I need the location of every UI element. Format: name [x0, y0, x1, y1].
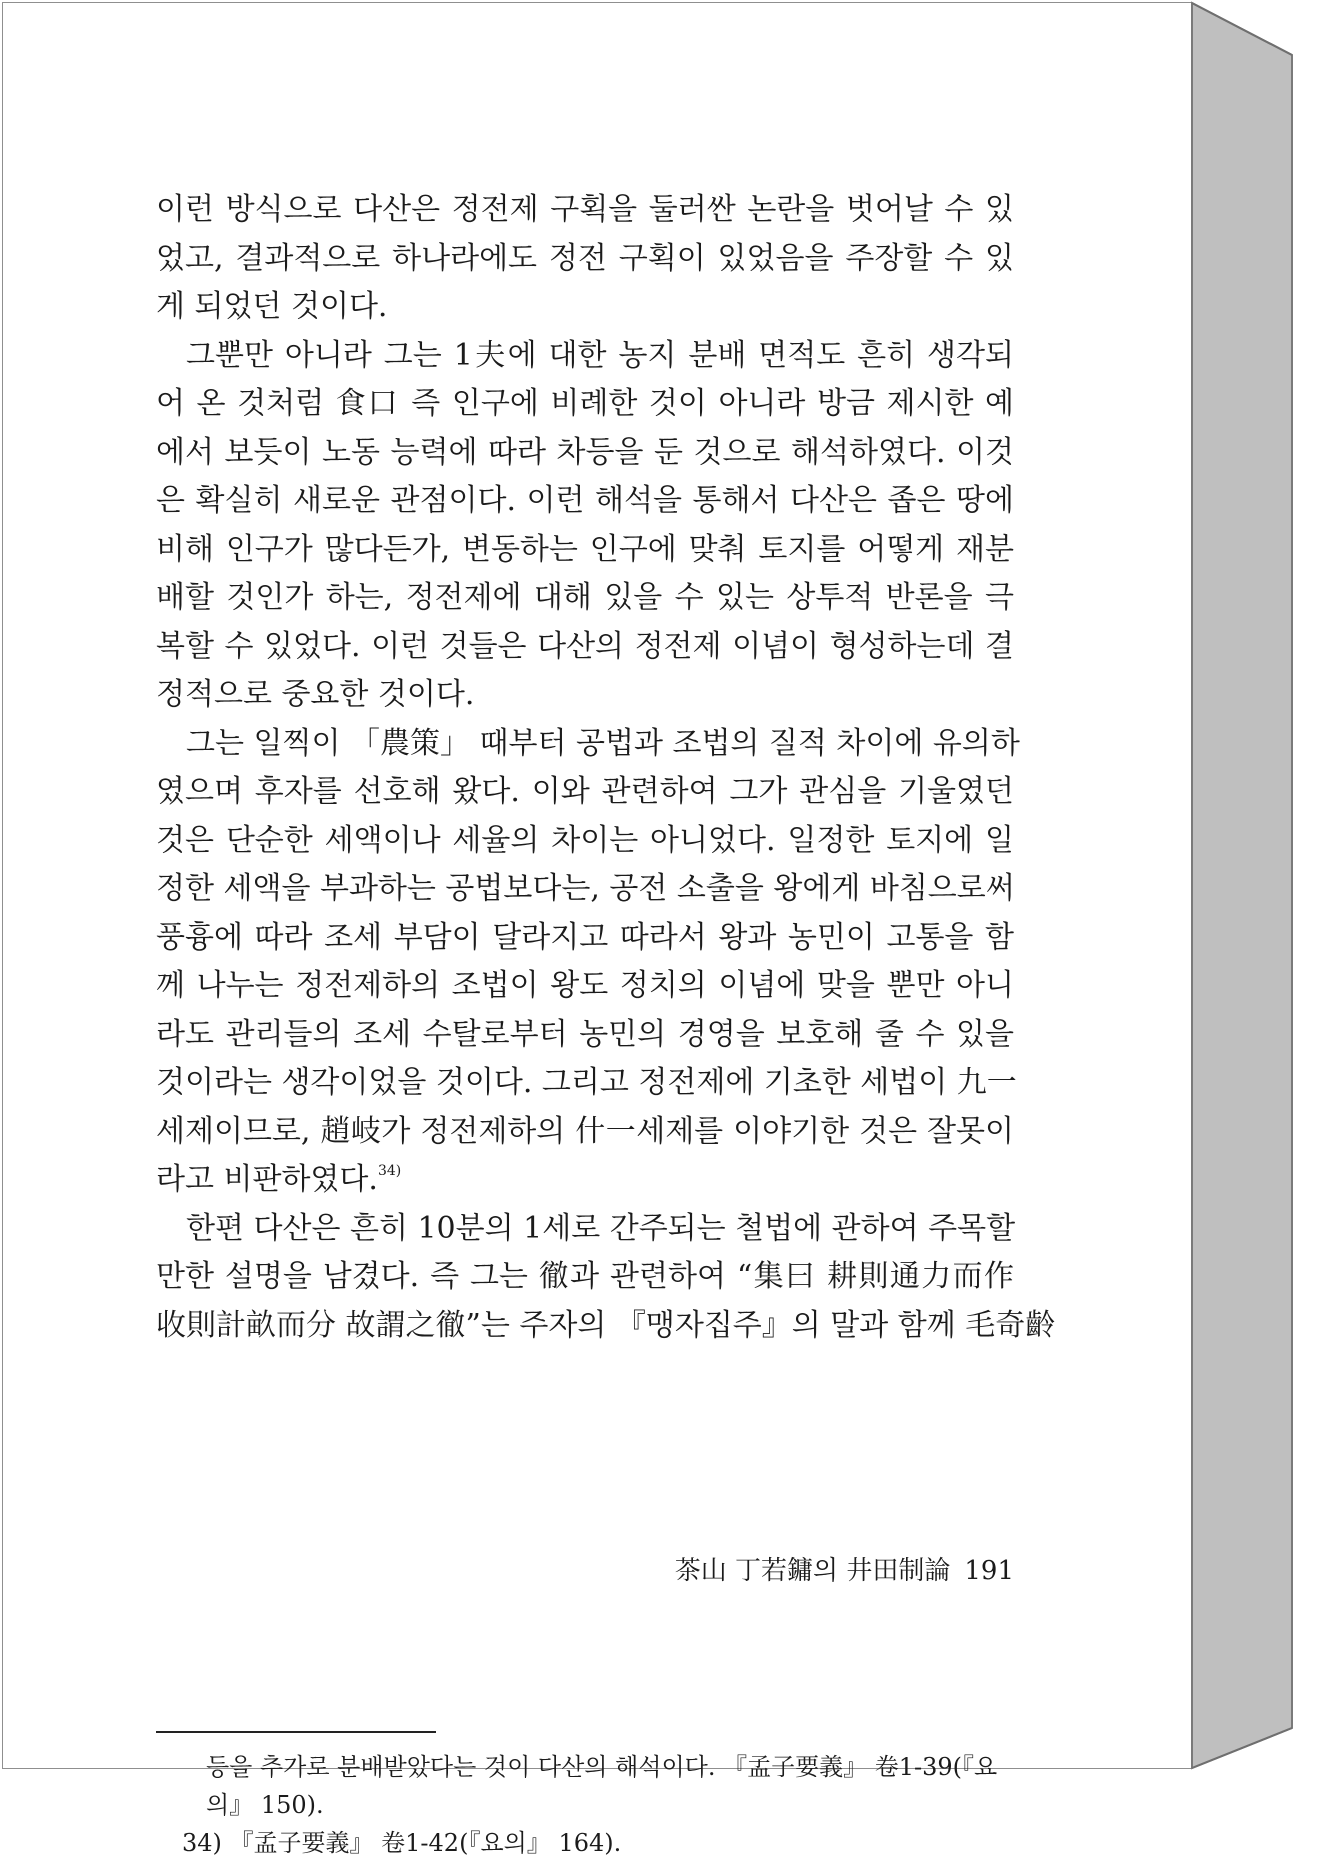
text-line: 만한 설명을 남겼다. 즉 그는 徹과 관련하여 “集曰 耕則通力而作 — [156, 1259, 1014, 1294]
text-line: 였으며 후자를 선호해 왔다. 이와 관련하여 그가 관심을 기울였던 — [156, 774, 1014, 809]
text-line: 정적으로 중요한 것이다. — [156, 677, 475, 712]
text-line: 에서 보듯이 노동 능력에 따라 차등을 둔 것으로 해석하였다. 이것 — [156, 434, 1014, 470]
text-line: 이런 방식으로 다산은 정전제 구획을 둘러싼 논란을 벗어날 수 있 — [156, 192, 1014, 227]
footnotes — [156, 1748, 1014, 1862]
text-line: 세제이므로, 趙岐가 정전제하의 什一세제를 이야기한 것은 잘못이 — [156, 1113, 1014, 1149]
text-line: 것은 단순한 세액이나 세율의 차이는 아니었다. 일정한 토지에 일 — [156, 822, 1014, 858]
footnote-ref-34[interactable]: 34) — [377, 1163, 402, 1179]
text-line: 어 온 것처럼 食口 즉 인구에 비례한 것이 아니라 방금 제시한 예 — [156, 386, 1014, 421]
page-number: 191 — [964, 1556, 1014, 1586]
text-line: 라도 관리들의 조세 수탈로부터 농민의 경영을 보호해 줄 수 있을 — [156, 1016, 1014, 1052]
text-line: 라고 비판하였다. — [156, 1162, 378, 1197]
book-edge-side — [1192, 3, 1292, 1768]
body-text — [156, 186, 1056, 1350]
text-line: 풍흉에 따라 조세 부담이 달라지고 따라서 왕과 농민이 고통을 함 — [156, 919, 1014, 955]
running-footer-title: 茶山 丁若鏞의 井田制論 — [674, 1556, 951, 1586]
text-line: 복할 수 있었다. 이런 것들은 다산의 정전제 이념이 형성하는데 결 — [156, 628, 1014, 664]
footnote-34: 34) 『孟子要義』 卷1-42(『요의』 164). — [182, 1829, 622, 1857]
running-footer — [675, 1550, 1014, 1587]
footnote-continued-line: 의』 150). — [206, 1791, 324, 1819]
text-line: 배할 것인가 하는, 정전제에 대해 있을 수 있는 상투적 반론을 극 — [156, 580, 1014, 615]
text-line: 그뿐만 아니라 그는 1夫에 대한 농지 분배 면적도 흔히 생각되 — [186, 337, 1014, 373]
footnote-continued-line: 등을 추가로 분배받았다는 것이 다산의 해석이다. 『孟子要義』 卷1-39(『요 — [206, 1753, 998, 1781]
paragraph-3 — [156, 720, 1020, 1205]
text-line: 었고, 결과적으로 하나라에도 정전 구획이 있었음을 주장할 수 있 — [156, 240, 1014, 276]
text-line: 은 확실히 새로운 관점이다. 이런 해석을 통해서 다산은 좁은 땅에 — [156, 483, 1014, 518]
text-line: 정한 세액을 부과하는 공법보다는, 공전 소출을 왕에게 바침으로써 — [156, 871, 1015, 906]
text-line: 것이라는 생각이었을 것이다. 그리고 정전제에 기초한 세법이 九一 — [156, 1065, 1017, 1100]
text-line: 게 되었던 것이다. — [156, 289, 388, 324]
paragraph-4 — [156, 1205, 1056, 1351]
paragraph-2 — [156, 332, 1014, 720]
text-line: 收則計畝而分 故謂之徹”는 주자의 『맹자집주』의 말과 함께 毛奇齡 — [156, 1307, 1056, 1343]
footnote-divider — [156, 1731, 436, 1733]
text-line: 비해 인구가 많다든가, 변동하는 인구에 맞춰 토지를 어떻게 재분 — [156, 531, 1014, 567]
text-line: 한편 다산은 흔히 10분의 1세로 간주되는 철법에 관하여 주목할 — [186, 1210, 1016, 1246]
text-line: 께 나누는 정전제하의 조법이 왕도 정치의 이념에 맞을 뿐만 아니 — [156, 968, 1014, 1003]
text-line: 그는 일찍이 「農策」 때부터 공법과 조법의 질적 차이에 유의하 — [186, 725, 1020, 761]
paragraph-1 — [156, 186, 1014, 332]
text-line-with-footnote-ref — [156, 1156, 1014, 1205]
